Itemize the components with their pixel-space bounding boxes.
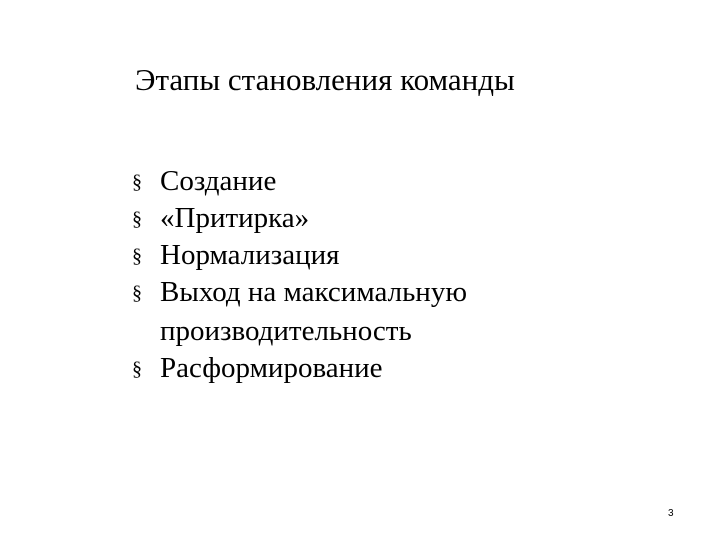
bullet-text: «Притирка» (160, 202, 310, 234)
section-sign-bullet-icon: § (132, 171, 142, 193)
bullet-text: Создание (160, 165, 277, 197)
bullet-item-rasformirovanie (132, 349, 552, 388)
bullet-item-sozdanie (132, 162, 552, 201)
bullet-list (132, 162, 552, 388)
bullet-text: Расформирование (160, 352, 383, 384)
section-sign-bullet-icon: § (132, 245, 142, 267)
bullet-item-pritirka (132, 199, 552, 238)
page-number: 3 (668, 508, 674, 519)
slide-title: Этапы становления команды (135, 62, 515, 97)
bullet-item-vykhod (132, 273, 552, 351)
section-sign-bullet-icon: § (132, 208, 142, 230)
bullet-text: Выход на максимальную производительность (160, 276, 467, 347)
section-sign-bullet-icon: § (132, 282, 142, 304)
bullet-item-normalizatsiya (132, 236, 552, 275)
section-sign-bullet-icon: § (132, 358, 142, 380)
bullet-text: Нормализация (160, 239, 340, 271)
